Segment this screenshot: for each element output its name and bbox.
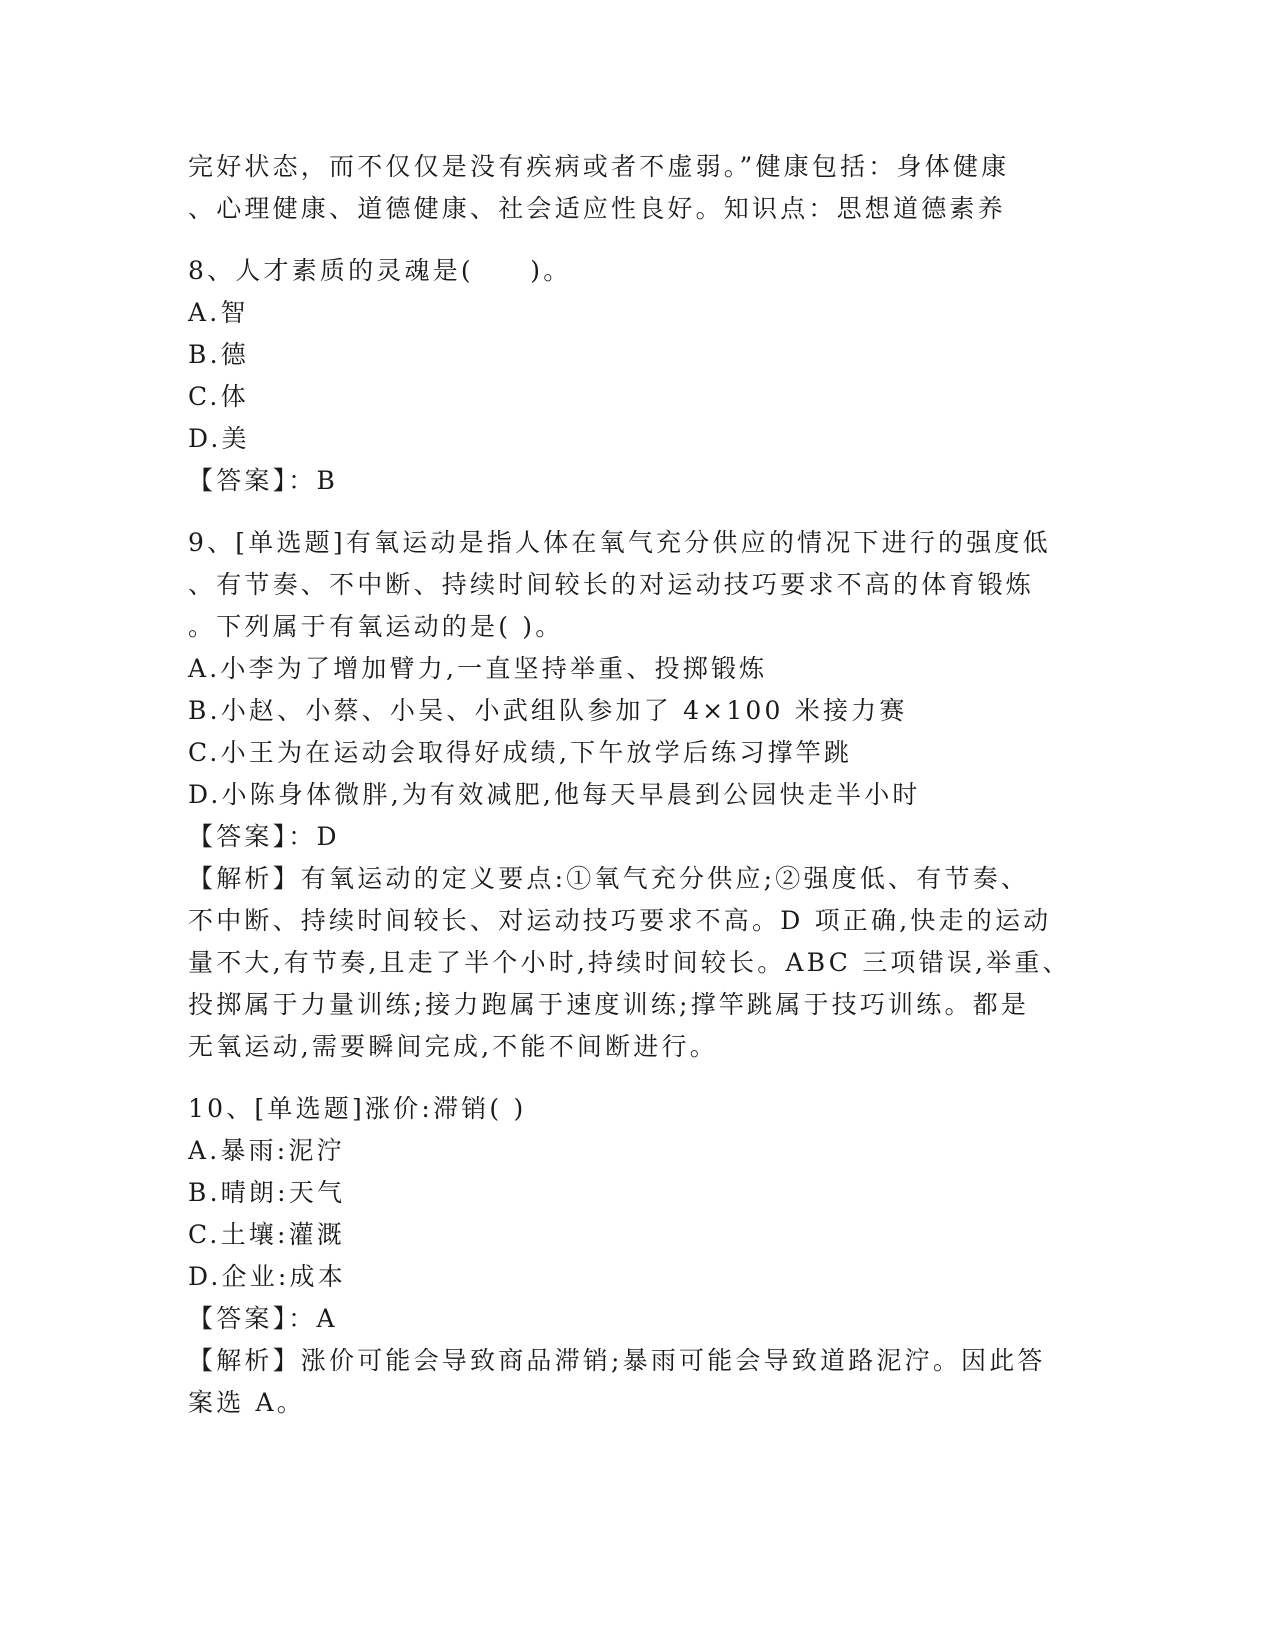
option-c: C.小王为在运动会取得好成绩,下午放学后练习撑竿跳 <box>188 738 853 767</box>
option-c: C.体 <box>188 382 249 411</box>
intro-paragraph <box>188 146 1088 230</box>
option-a: A.暴雨:泥泞 <box>188 1136 345 1165</box>
question-stem: 。下列属于有氧运动的是( )。 <box>188 612 564 641</box>
option-c: C.土壤:灌溉 <box>188 1220 346 1249</box>
question-8 <box>188 250 1088 502</box>
analysis-line: 投掷属于力量训练;接力跑属于速度训练;撑竿跳属于技巧训练。都是 <box>188 990 1030 1019</box>
option-a: A.小李为了增加臂力,一直坚持举重、投掷锻炼 <box>188 654 768 683</box>
answer: 【答案】：D <box>188 822 340 851</box>
question-stem: 、有节奏、不中断、持续时间较长的对运动技巧要求不高的体育锻炼 <box>188 570 1035 599</box>
option-b: B.德 <box>188 340 249 369</box>
question-stem: 9、[单选题]有氧运动是指人体在氧气充分供应的情况下进行的强度低 <box>188 528 1051 557</box>
question-stem: 8、人才素质的灵魂是( )。 <box>188 256 572 285</box>
option-d: D.小陈身体微胖,为有效减肥,他每天早晨到公园快走半小时 <box>188 780 921 809</box>
question-stem: 10、[单选题]涨价:滞销( ) <box>188 1094 527 1123</box>
analysis-line: 【解析】涨价可能会导致商品滞销;暴雨可能会导致道路泥泞。因此答 <box>188 1346 1046 1375</box>
option-b: B.晴朗:天气 <box>188 1178 346 1207</box>
answer: 【答案】：A <box>188 1304 338 1333</box>
intro-line: 完好状态，而不仅仅是没有疾病或者不虚弱。”健康包括：身体健康 <box>188 152 1010 181</box>
option-a: A.智 <box>188 298 249 327</box>
document-content <box>188 146 1088 1424</box>
analysis-line: 案选 A。 <box>188 1388 306 1417</box>
answer: 【答案】：B <box>188 466 339 495</box>
question-9 <box>188 522 1088 1068</box>
question-10 <box>188 1088 1088 1424</box>
analysis-line: 【解析】有氧运动的定义要点:①氧气充分供应;②强度低、有节奏、 <box>188 864 1030 893</box>
analysis-line: 无氧运动,需要瞬间完成,不能不间断进行。 <box>188 1032 718 1061</box>
analysis-line: 量不大,有节奏,且走了半个小时,持续时间较长。ABC 三项错误,举重、 <box>188 948 1071 977</box>
option-b: B.小赵、小蔡、小吴、小武组队参加了 4×100 米接力赛 <box>188 696 908 725</box>
option-d: D.美 <box>188 424 250 453</box>
option-d: D.企业:成本 <box>188 1262 346 1291</box>
intro-line: 、心理健康、道德健康、社会适应性良好。知识点：思想道德素养 <box>188 194 1006 223</box>
analysis-line: 不中断、持续时间较长、对运动技巧要求不高。D 项正确,快走的运动 <box>188 906 1052 935</box>
